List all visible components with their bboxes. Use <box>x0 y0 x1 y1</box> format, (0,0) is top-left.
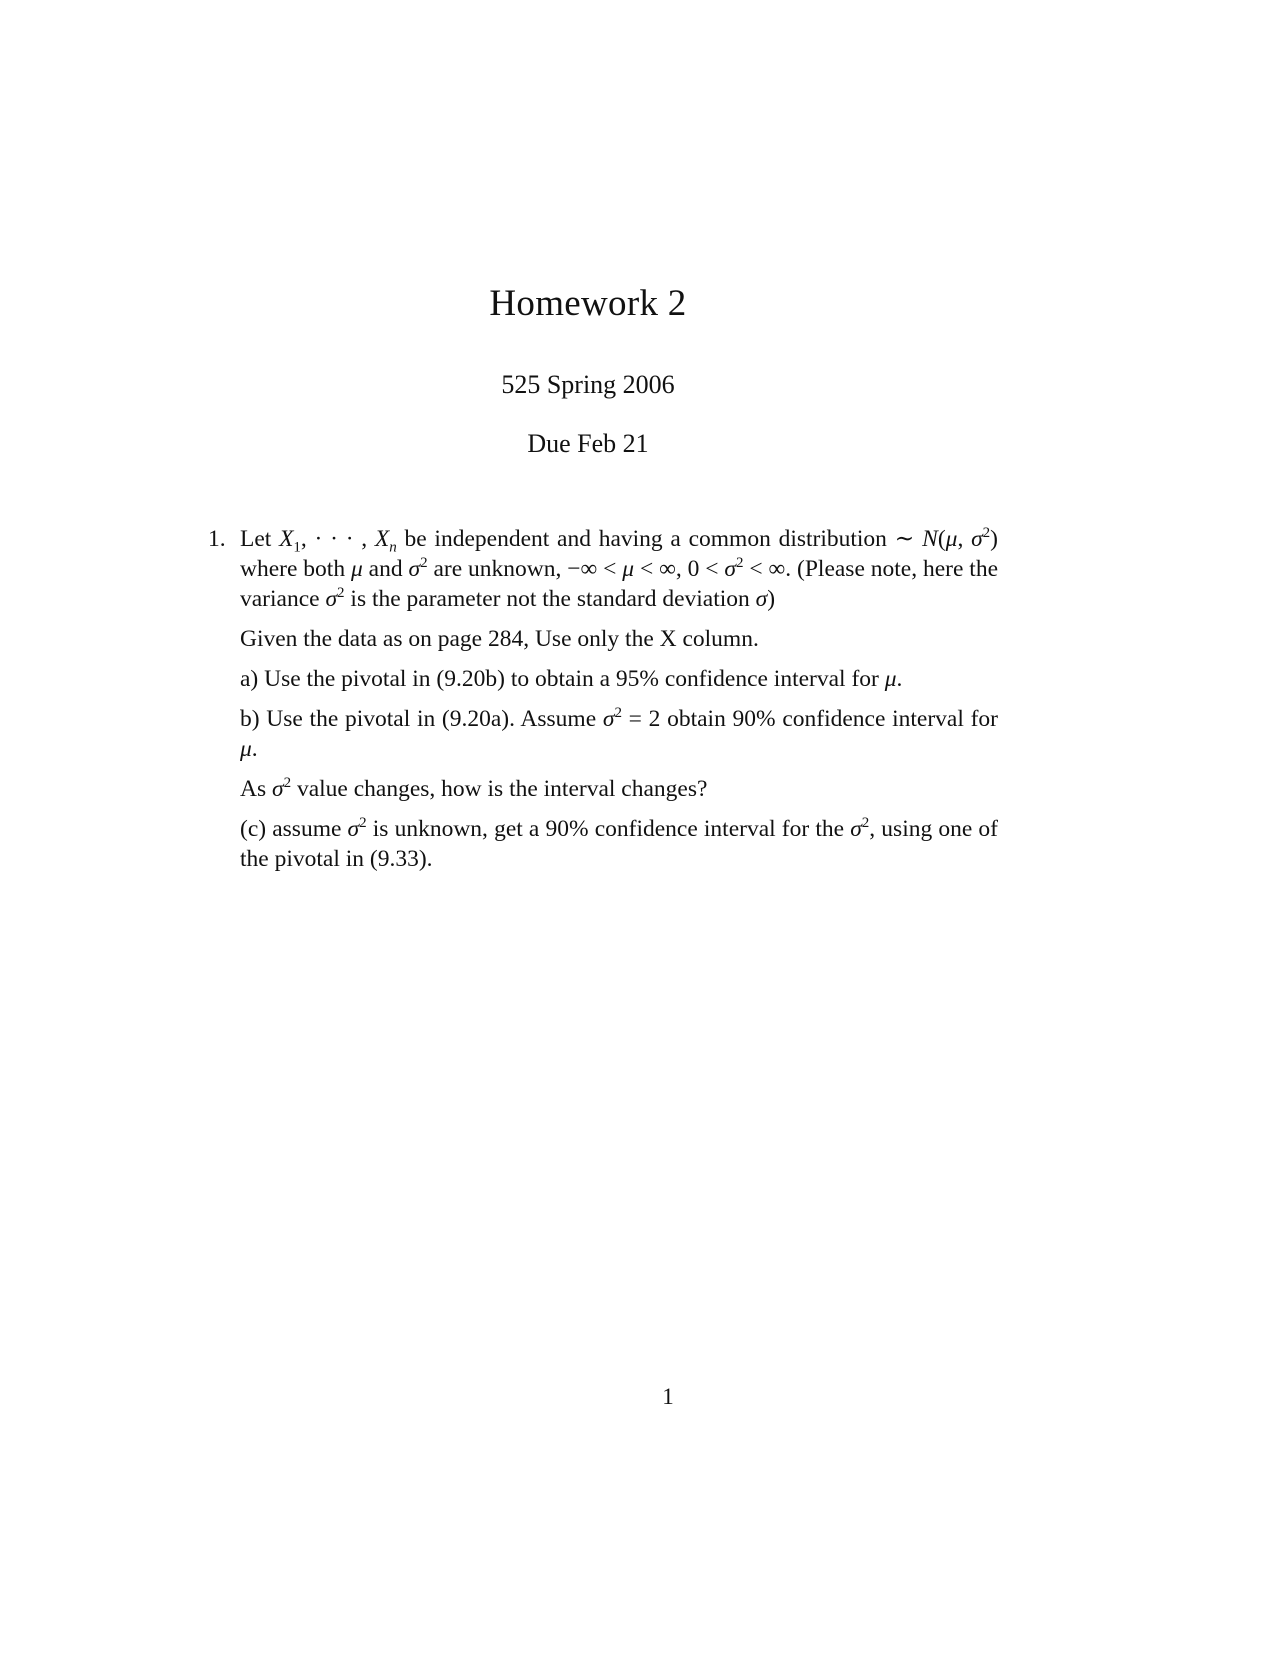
part-b: b) Use the pivotal in (9.20a). Assume $\sigma^2 = 2$ obtain 90% confidence interval for μ. <box>240 705 998 762</box>
problem-1 <box>208 524 998 884</box>
part-c: (c) assume $\sigma^2$ is unknown, get a 90% confidence interval for the $\sigma^2$, using one of the pivotal in (9.33). <box>240 815 999 872</box>
problem-statement: Let $X_1$, · · · , $X_n$ be independent and having a common distribution ∼ N(μ, $\sigma^2$) where both μ and $\sigma^2$ are unknown, −∞ < μ < ∞, $0 < \sigma^2$ < ∞. (Please note, here the variance $\sigma^2$ is the parameter not the standard deviation σ) <box>240 525 999 612</box>
page-number: 1 <box>662 1384 674 1409</box>
data-instruction: Given the data as on page 284, Use only the X column. <box>240 626 759 652</box>
follow-up-question: As $\sigma^2$ value changes, how is the interval changes? <box>240 775 708 802</box>
course-line: 525 Spring 2006 <box>501 370 675 399</box>
part-a: a) Use the pivotal in (9.20b) to obtain a 95% confidence interval for μ. <box>240 666 903 692</box>
page-title: Homework 2 <box>489 283 687 324</box>
problem-number: 1. <box>208 526 226 552</box>
due-date: Due Feb 21 <box>527 429 649 458</box>
